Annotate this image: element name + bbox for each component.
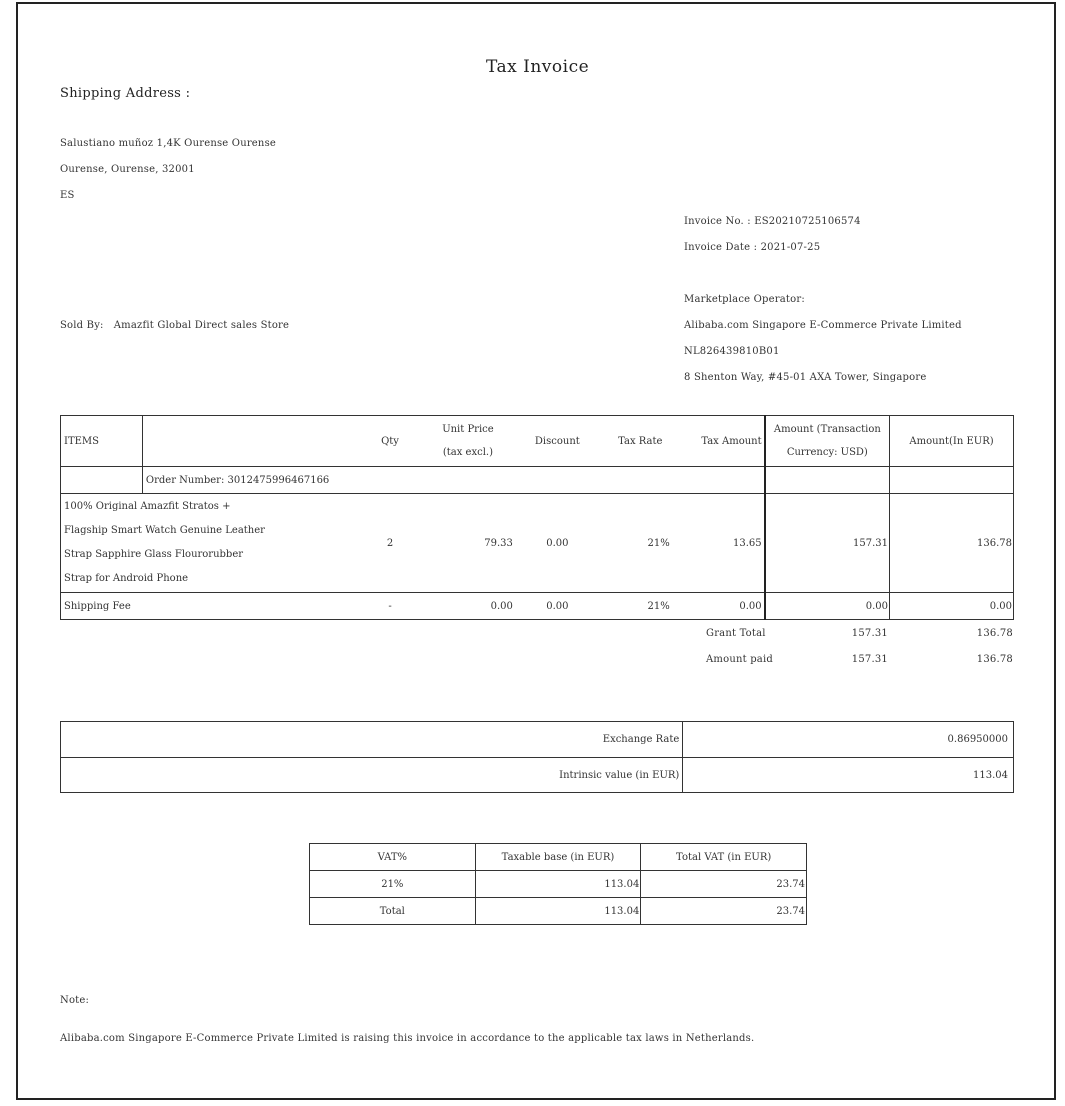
product-discount: 0.00	[516, 494, 599, 593]
header-qty: Qty	[360, 416, 420, 467]
order-number-row	[61, 467, 1014, 494]
sold-by: Sold By: Amazfit Global Direct sales Store	[60, 320, 290, 331]
header-items: ITEMS	[61, 416, 143, 467]
grant-total-label: Grant Total	[706, 628, 766, 639]
grant-total-transaction: 157.31	[851, 628, 888, 639]
order-row-blank	[765, 467, 890, 494]
product-amount-transaction: 157.31	[765, 494, 890, 593]
amount-paid-eur: 136.78	[976, 654, 1013, 665]
product-name	[61, 494, 361, 593]
amount-paid-label: Amount paid	[706, 654, 773, 665]
page-title: Tax Invoice	[486, 57, 590, 77]
vat-rate: Total	[310, 898, 476, 925]
order-row-blank	[890, 467, 1014, 494]
intrinsic-value: 113.04	[683, 758, 1014, 793]
exchange-table	[60, 721, 1014, 793]
order-row-blank	[61, 467, 143, 494]
product-tax-amount: 13.65	[682, 494, 765, 593]
marketplace-operator-name: Alibaba.com Singapore E-Commerce Private Limited	[684, 320, 962, 331]
order-row-blank	[682, 467, 765, 494]
vat-header-rate: VAT%	[310, 844, 476, 871]
note-text: Alibaba.com Singapore E-Commerce Private Limited is raising this invoice in accordance to the applicable tax laws in Netherlands.	[60, 1033, 755, 1044]
vat-taxable-base: 113.04	[475, 898, 641, 925]
product-qty: 2	[360, 494, 420, 593]
product-unit-price: 79.33	[420, 494, 516, 593]
shipping-fee-tax-amount: 0.00	[682, 593, 765, 620]
exchange-rate-label: Exchange Rate	[61, 722, 683, 758]
shipping-fee-amount-eur: 0.00	[890, 593, 1014, 620]
vat-summary-table	[309, 843, 807, 925]
shipping-fee-unit-price: 0.00	[420, 593, 516, 620]
table-row	[310, 871, 807, 898]
header-discount: Discount	[516, 416, 599, 467]
shipping-fee-amount-transaction: 0.00	[765, 593, 890, 620]
product-name-line: 100% Original Amazfit Stratos +	[64, 501, 231, 512]
note-label: Note:	[60, 995, 90, 1006]
vat-rate: 21%	[310, 871, 476, 898]
product-name-line: Strap Sapphire Glass Flourorubber	[64, 549, 244, 560]
shipping-fee-qty: -	[360, 593, 420, 620]
items-header-row	[61, 416, 1014, 467]
items-table	[60, 415, 1014, 620]
table-row	[61, 494, 1014, 593]
order-number: Order Number: 3012475996467166	[142, 467, 681, 494]
vat-total: 23.74	[641, 871, 807, 898]
header-unit-price-line: Unit Price	[442, 424, 494, 435]
marketplace-operator-address: 8 Shenton Way, #45-01 AXA Tower, Singapore	[684, 372, 927, 383]
table-row	[61, 722, 1014, 758]
marketplace-operator-heading: Marketplace Operator:	[684, 294, 805, 305]
header-unit-price	[420, 416, 516, 467]
shipping-address-line: ES	[60, 190, 75, 201]
intrinsic-value-label: Intrinsic value (in EUR)	[61, 758, 683, 793]
invoice-number: Invoice No. : ES20210725106574	[684, 216, 861, 227]
shipping-fee-tax-rate: 21%	[599, 593, 682, 620]
header-amount-transaction-line: Currency: USD)	[786, 447, 868, 458]
shipping-fee-label: Shipping Fee	[61, 593, 361, 620]
vat-header-row	[310, 844, 807, 871]
shipping-address-line: Salustiano muñoz 1,4K Ourense Ourense	[60, 138, 277, 149]
vat-header-base: Taxable base (in EUR)	[475, 844, 641, 871]
header-blank	[142, 416, 360, 467]
grant-total-eur: 136.78	[976, 628, 1013, 639]
vat-total: 23.74	[641, 898, 807, 925]
table-row	[61, 758, 1014, 793]
header-amount-transaction-line: Amount (Transaction	[773, 424, 881, 435]
header-amount-transaction	[765, 416, 890, 467]
header-amount-eur: Amount(In EUR)	[890, 416, 1014, 467]
product-name-line: Strap for Android Phone	[64, 573, 189, 584]
table-row	[61, 593, 1014, 620]
header-unit-price-line: (tax excl.)	[442, 447, 493, 458]
vat-taxable-base: 113.04	[475, 871, 641, 898]
exchange-rate-value: 0.86950000	[683, 722, 1014, 758]
table-row	[310, 898, 807, 925]
product-amount-eur: 136.78	[890, 494, 1014, 593]
invoice-date: Invoice Date : 2021-07-25	[684, 242, 821, 253]
shipping-fee-discount: 0.00	[516, 593, 599, 620]
shipping-address-line: Ourense, Ourense, 32001	[60, 164, 195, 175]
product-tax-rate: 21%	[599, 494, 682, 593]
header-tax-amount: Tax Amount	[682, 416, 765, 467]
header-tax-rate: Tax Rate	[599, 416, 682, 467]
shipping-address-heading: Shipping Address :	[60, 86, 191, 101]
vat-header-total: Total VAT (in EUR)	[641, 844, 807, 871]
marketplace-operator-vat-id: NL826439810B01	[684, 346, 780, 357]
amount-paid-transaction: 157.31	[851, 654, 888, 665]
product-name-line: Flagship Smart Watch Genuine Leather	[64, 525, 265, 536]
